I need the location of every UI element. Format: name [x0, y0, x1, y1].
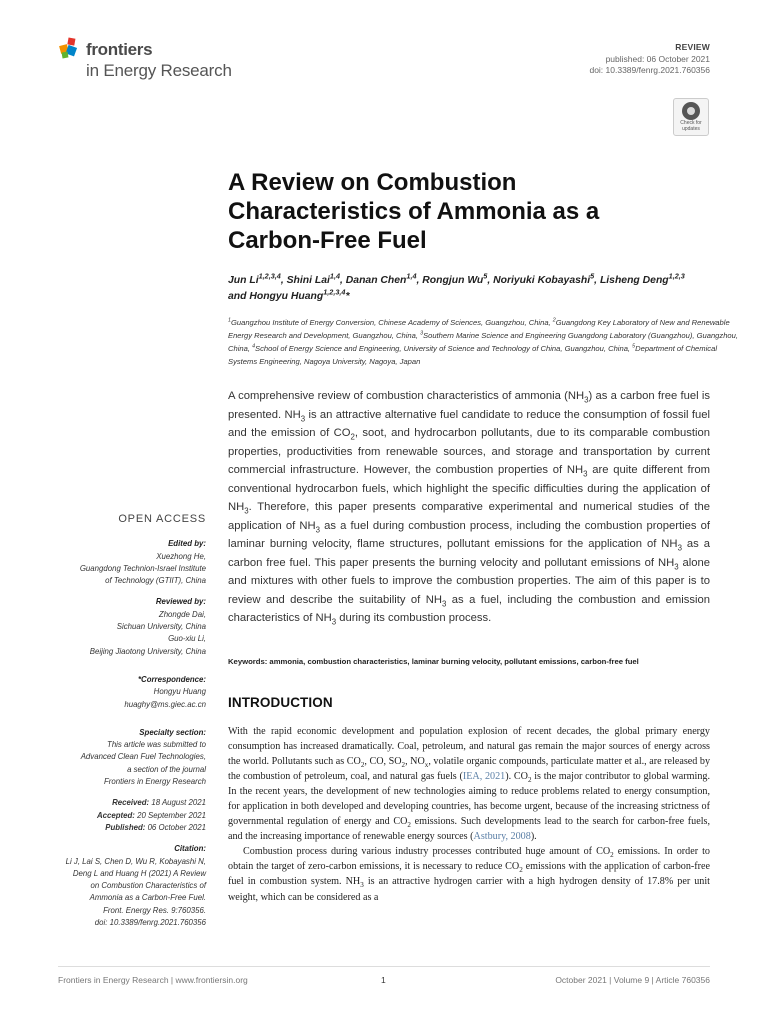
introduction-body — [228, 724, 710, 905]
citation-label: Citation: — [174, 844, 206, 854]
title-line: A Review on Combustion — [228, 169, 517, 196]
citation-line: Ammonia as a Carbon-Free Fuel. — [89, 893, 206, 903]
specialty-line: This article was submitted to — [107, 740, 206, 750]
specialty-line: a section of the journal — [127, 764, 206, 774]
citation-line: Deng L and Huang H (2021) A Review — [72, 868, 206, 878]
published-date: published: 06 October 2021 — [605, 53, 710, 64]
published-label: Published: — [105, 822, 146, 832]
received-label: Received: — [112, 798, 150, 808]
correspondence-email[interactable]: huaghy@ms.giec.ac.cn — [124, 699, 206, 709]
published-date-sidebar: 06 October 2021 — [147, 822, 206, 832]
abstract: A comprehensive review of combustion characteristics of ammonia $(NH_3)$ as a carbon free fuel is presented. $NH_3$ is an attractive alternative fuel candidate to reduce the consumption of fossil fuel and the emission of $CO_2$, soot, and hydrocarbon pollutants, due to its comparable combustion properties, productivities from renewable sources, and storage and transportation by current commercial infrastructure. However, the combustion properties of $NH_3$ are quite different from conventional hydrocarbon fuels, which highlight the specific difficulties during the application of $NH_3$. Therefore, this paper presents comparative experimental and numerical studies of the application of $NH_3$ as a fuel during combustion process, including the combustion properties of laminar burning velocity, flame structures, pollutant emissions for the application of $NH_3$ as a carbon free fuel. This paper presents the burning velocity and pollutant emissions of $NH_3$ alone and mixtures with other fuels to improve the combustion properties. The aim of this paper is to review and describe the suitability of $NH_3$ as a fuel, including the combustion and emission characteristics of $NH_3$ during its combustion process. — [228, 390, 711, 627]
specialty-line: Advanced Clean Fuel Technologies, — [80, 752, 206, 762]
specialty-line: Frontiers in Energy Research — [103, 777, 206, 787]
citation-doi[interactable]: doi: 10.3389/fenrg.2021.760356 — [94, 918, 206, 928]
citation-link[interactable]: IEA, 2021 — [462, 771, 506, 783]
header-doi[interactable]: doi: 10.3389/fenrg.2021.760356 — [589, 65, 710, 75]
title-line: Carbon-Free Fuel — [228, 227, 427, 254]
paragraph: With the rapid economic development and population explosion of recent decades, the global primary energy consumption has increased dramatically. Coal, petroleum, and natural gas remain the major sources of energy across the world. Pollutants such as $CO_2$, CO, $SO_2$, $NO_x$, volatile organic compounds, particulate matter et al., are released by the combustion of petroleum, coal, and natural gas fuels (IEA, 2021). $CO_2$ is the major contributor to global warming. In the recent years, the development of new technologies aiming to reduce problems related to energy consumption, for application in both developed and developing countries, has become urgent, because of the increasing strictness of governmental regulation of energy and $CO_2$ emissions. Such developments lead to the search for carbon-free fuels, and the increasing importance of renewable energy sources (Astbury, 2008). — [228, 726, 711, 843]
section-heading-introduction: INTRODUCTION — [228, 695, 333, 710]
citation-line: Front. Energy Res. 9:760356. — [103, 905, 206, 915]
edited-by-label: Edited by: — [168, 539, 206, 549]
received-row — [56, 797, 206, 809]
published-row — [56, 822, 206, 834]
keywords: Keywords: ammonia, combustion characteristics, laminar burning velocity, pollutant emissions, carbon-free fuel — [228, 657, 639, 666]
page-number: 1 — [381, 975, 386, 985]
check-for-updates-button[interactable] — [673, 98, 709, 136]
article-meta — [589, 42, 710, 77]
accepted-label: Accepted: — [96, 810, 135, 820]
reviewer-line: Beijing Jiaotong University, China — [89, 646, 206, 656]
title-line: Characteristics of Ammonia as a — [228, 198, 600, 225]
open-access-label: OPEN ACCESS — [118, 513, 206, 525]
article-title — [228, 168, 688, 255]
journal-logo[interactable] — [58, 34, 248, 82]
specialty-section-label: Specialty section: — [139, 727, 206, 737]
reviewer-line: Sichuan University, China — [116, 622, 206, 632]
logo-wordmark: frontiers — [86, 40, 153, 59]
author-list: Jun Li$^{1,2,3,4}$, Shini Lai$^{1,4}$, Danan Chen$^{1,4}$, Rongjun Wu$^5$, Noriyuki Kobayashi$^5$, Lisheng Deng$^{1,2,3}$ and Hongyu Huang$^{1,2,3,4}$* — [228, 271, 685, 302]
article-info-sidebar — [56, 513, 206, 929]
received-date: 18 August 2021 — [151, 798, 206, 808]
affiliations: $^1$Guangzhou Institute of Energy Conversion, Chinese Academy of Sciences, Guangzhou, China, $^2$Guangdong Key Laboratory of New and Renewable Energy Research and Development, Guangzhou, China, $^3$Southern Marine Science and Engineering Guangdong Laboratory (Guangzhou), Guangzhou, China, $^4$School of Energy Science and Engineering, University of Science and Technology of China, Guangzhou, China, $^5$Department of Chemical Systems Engineering, Nagoya University, Nagoya, Japan — [228, 317, 738, 366]
citation-line: Li J, Lai S, Chen D, Wu R, Kobayashi N, — [65, 856, 206, 866]
frontiers-logo-icon — [58, 36, 82, 60]
reviewer-line: Zhongde Dai, — [158, 609, 206, 619]
editor-line: Xuezhong He, — [156, 551, 206, 561]
check-updates-icon — [682, 102, 700, 120]
correspondence-line: Hongyu Huang — [153, 687, 206, 697]
footer-issue-info: October 2021 | Volume 9 | Article 760356 — [555, 975, 710, 985]
citation-line: on Combustion Characteristics of — [90, 881, 206, 891]
reviewer-line: Guo-xiu Li, — [168, 634, 206, 644]
reviewed-by-label: Reviewed by: — [155, 597, 206, 607]
accepted-row — [56, 810, 206, 822]
correspondence-label: *Correspondence: — [138, 674, 206, 684]
footer-divider — [58, 966, 710, 967]
check-updates-label: Check for updates — [680, 120, 702, 132]
footer-journal-link[interactable]: Frontiers in Energy Research | www.frontiersin.org — [58, 975, 248, 985]
editor-line: of Technology (GTIIT), China — [105, 576, 206, 586]
accepted-date: 20 September 2021 — [137, 810, 206, 820]
journal-name: in Energy Research — [86, 61, 232, 80]
paragraph: Combustion process during various industry processes contributed huge amount of $CO_2$ emissions. In order to obtain the target of zero-carbon emissions, it is necessary to reduce $CO_2$ emissions with the application of carbon-free fuel in combustion system. $NH_3$ is an attractive hydrogen carrier with a high hydrogen density of 17.8% per unit weight, which can be considered as a — [228, 846, 710, 903]
article-type: REVIEW — [675, 42, 710, 52]
editor-line: Guangdong Technion-Israel Institute — [79, 563, 206, 573]
citation-link[interactable]: Astbury, 2008 — [473, 831, 531, 843]
